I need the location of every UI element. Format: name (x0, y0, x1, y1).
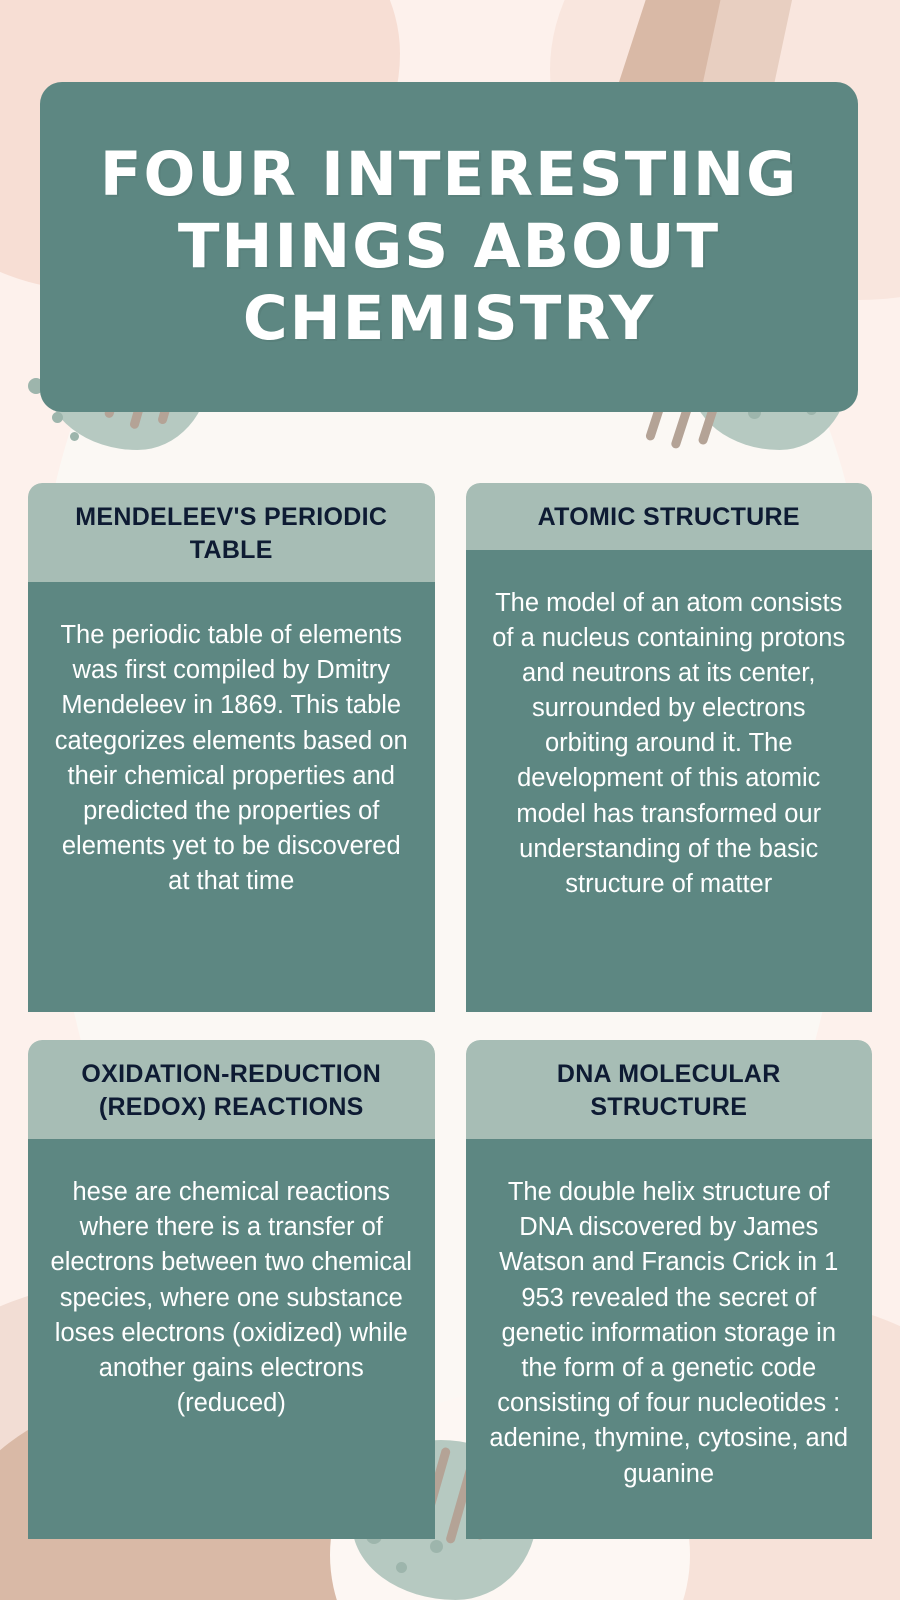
poster-header (40, 82, 858, 412)
card-dna-molecular-structure (466, 1040, 873, 1539)
stone-dot (396, 1562, 407, 1573)
card-heading: OXIDATION-REDUCTION (REDOX) REACTIONS (81, 1060, 382, 1121)
card-heading: ATOMIC STRUCTURE (537, 503, 800, 531)
card-atomic-structure (466, 483, 873, 1012)
cards-grid (28, 483, 872, 1539)
stone-dot (430, 1540, 443, 1553)
card-heading: MENDELEEV'S PERIODIC TABLE (75, 503, 388, 564)
card-header (466, 483, 873, 550)
stone-dot (70, 432, 79, 441)
card-body-text: The periodic table of elements was first compiled by Dmitry Mendeleev in 1869. This table categorizes elements based on their chemical properties and predicted the properties of elements yet to be discovered at that time (28, 582, 435, 1012)
stone-dot (52, 412, 63, 423)
card-header (466, 1040, 873, 1139)
card-body-text: hese are chemical reactions where there is a transfer of electrons between two chemical species, where one substance loses electrons (oxidized) while another gains electrons (reduced) (28, 1139, 435, 1539)
card-header (28, 1040, 435, 1139)
card-oxidation-reduction-reactions (28, 1040, 435, 1539)
card-mendeleevs-periodic-table (28, 483, 435, 1012)
card-header (28, 483, 435, 582)
card-body-text: The double helix structure of DNA discovered by James Watson and Francis Crick in 1 953 revealed the secret of genetic information storage in the form of a genetic code consisting of four nucleotides : adenine, thymine, cytosine, and guanine (466, 1139, 873, 1539)
card-body-text: The model of an atom consists of a nucleus containing protons and neutrons at its center, surrounded by electrons orbiting around it. The development of this atomic model has transformed our understanding of the basic structure of matter (466, 550, 873, 1013)
card-heading: DNA MOLECULAR STRUCTURE (556, 1060, 781, 1121)
page-title: FOUR INTERESTING THINGS ABOUT CHEMISTRY (99, 139, 799, 354)
